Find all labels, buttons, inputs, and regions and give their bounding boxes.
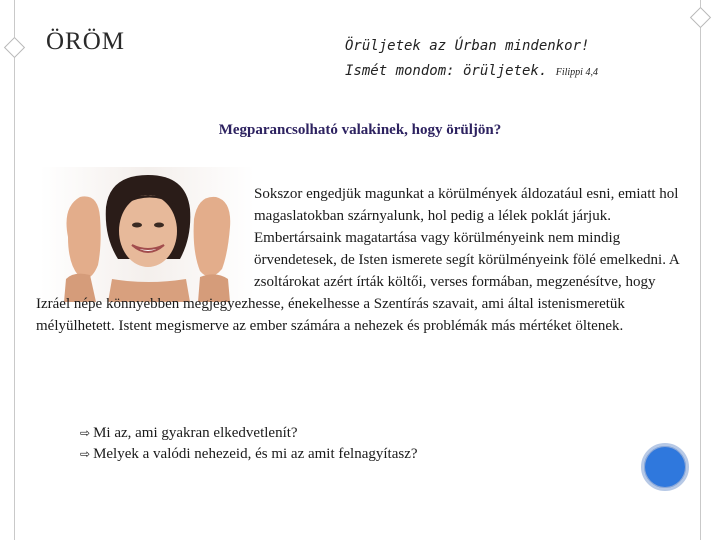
list-item: ⇨ Melyek a valódi nehezeid, és mi az amit felnagyítasz? xyxy=(80,444,418,465)
photo-wrap-space xyxy=(36,183,254,293)
quote-line-1: Örüljetek az Úrban mindenkor! xyxy=(345,38,590,54)
rail-diamond-icon xyxy=(4,37,25,58)
rail-diamond-icon xyxy=(690,7,711,28)
right-decorative-rail xyxy=(700,0,701,540)
hollow-right-arrow-icon: ⇨ xyxy=(80,426,91,440)
quote-reference: Filippi 4,4 xyxy=(555,67,598,78)
left-decorative-rail xyxy=(14,0,15,540)
list-item: ⇨ Mi az, ami gyakran elkedvetlenít? xyxy=(80,423,418,444)
subheading: Megparancsolható valakinek, hogy örüljön? xyxy=(218,122,502,138)
decorative-blue-circle xyxy=(641,443,689,491)
question-list xyxy=(80,423,418,465)
quote-line-2: Ismét mondom: örüljetek. Filippi 4,4 xyxy=(345,63,598,79)
body-paragraph: Sokszor engedjük magunkat a körülmények áldozatául esni, emiatt hol magaslatokban szárnyalunk, hol pedig a lélek poklát járjuk. Embertársaink magatartása vagy körülményeink nem mindig örvendetesek, de Isten ismerete segít körülményeink fölé emelkedni. A zsoltárokat azért írták költői, verses formában, megzenésítve, hogy Izráel népe könnyebben megjegyezhesse, énekelhesse a Szentírás szavait, ami által istenismeretük mélyülhetett. Istent megismerve az ember számára a nehezek és problémák más mértéket öltenek. xyxy=(36,183,686,337)
bible-quote xyxy=(345,34,598,85)
slide-title: ÖRÖM xyxy=(46,28,126,55)
hollow-right-arrow-icon: ⇨ xyxy=(80,447,91,461)
